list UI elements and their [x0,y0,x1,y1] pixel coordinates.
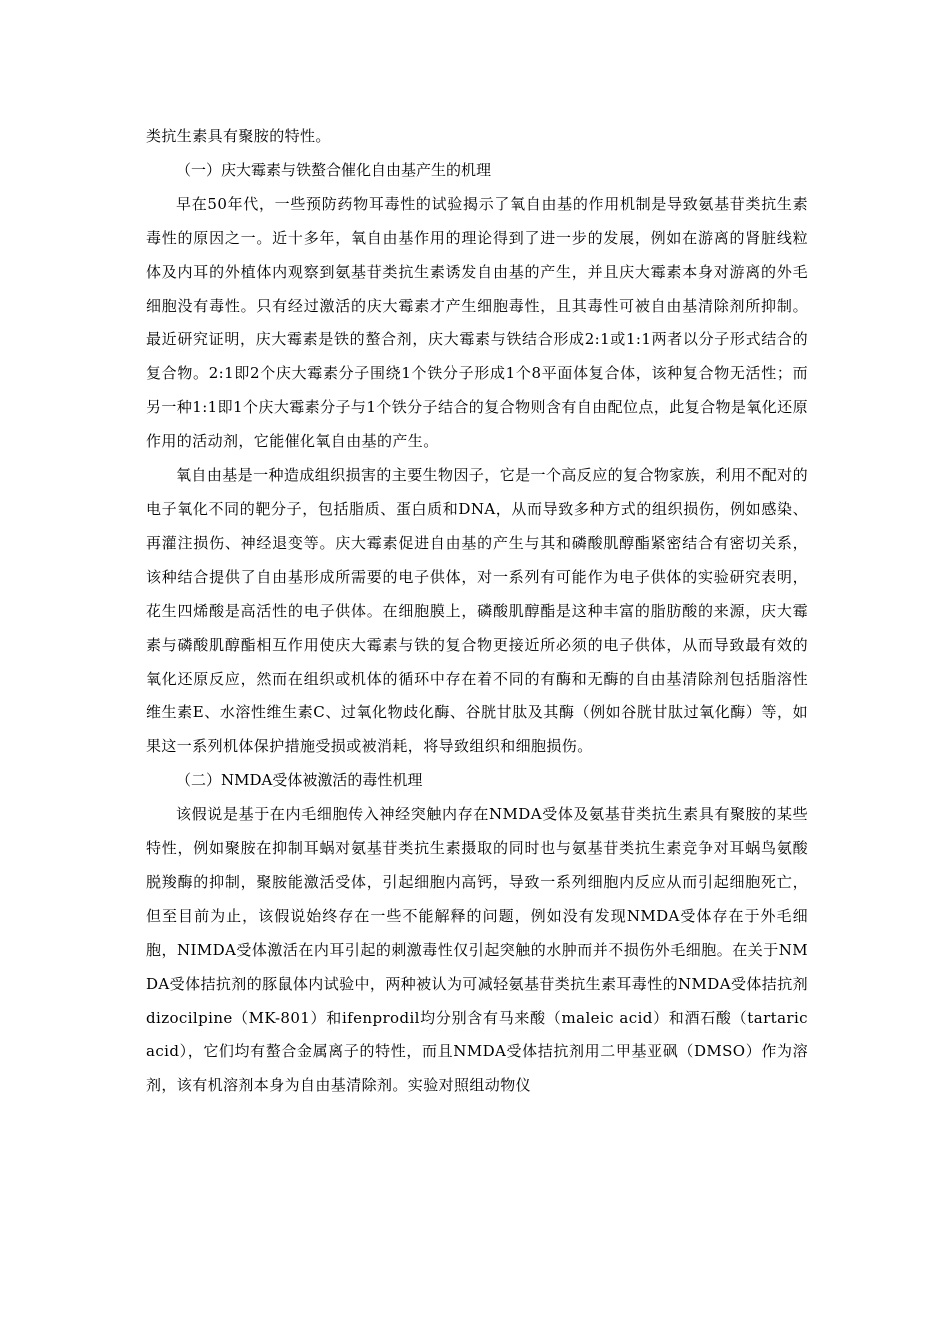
paragraph-nmda-receptor: 该假说是基于在内毛细胞传入神经突触内存在NMDA受体及氨基苷类抗生素具有聚胺的某些特性，例如聚胺在抑制耳蜗对氨基苷类抗生素摄取的同时也与氨基苷类抗生素竞争对耳蜗鸟氨酸脱羧酶的抑制，聚胺能激活受体，引起细胞内高钙，导致一系列细胞内反应从而引起细胞死亡，但至目前为止，该假说始终存在一些不能解释的问题，例如没有发现NMDA受体存在于外毛细胞，NIMDA受体激活在内耳引起的刺激毒性仅引起突触的水肿而并不损伤外毛细胞。在关于NMDA受体拮抗剂的豚鼠体内试验中，两种被认为可减轻氨基苷类抗生素耳毒性的NMDA受体拮抗剂dizocilpine（MK-801）和ifenprodil均分别含有马来酸（maleic acid）和酒石酸（tartaric acid），它们均有螯合金属离子的特性，而且NMDA受体拮抗剂用二甲基亚砜（DMSO）作为溶剂，该有机溶剂本身为自由基清除剂。实验对照组动物仪 [146,805,808,1095]
paragraph-continued: 类抗生素具有聚胺的特性。 [146,127,331,145]
paragraph-gentamicin-iron: 早在50年代，一些预防药物耳毒性的试验揭示了氧自由基的作用机制是导致氨基苷类抗生素毒性的原因之一。近十多年，氧自由基作用的理论得到了进一步的发展，例如在游离的肾脏线粒体及内耳的外植体内观察到氨基苷类抗生素诱发自由基的产生，并且庆大霉素本身对游离的外毛细胞没有毒性。只有经过激活的庆大霉素才产生细胞毒性，且其毒性可被自由基清除剂所抑制。最近研究证明，庆大霉素是铁的螯合剂，庆大霉素与铁结合形成2:1或1:1两者以分子形式结合的复合物。2:1即2个庆大霉素分子围绕1个铁分子形成1个8平面体复合体，该种复合物无活性；而另一种1:1即1个庆大霉素分子与1个铁分子结合的复合物则含有自由配位点，此复合物是氧化还原作用的活动剂，它能催化氧自由基的产生。 [146,194,808,451]
document-body [146,120,808,1103]
section-heading-1: （一）庆大霉素与铁螯合催化自由基产生的机理 [176,160,492,179]
section-heading-2: （二）NMDA受体被激活的毒性机理 [176,771,423,790]
paragraph-oxygen-radicals: 氧自由基是一种造成组织损害的主要生物因子，它是一个高反应的复合物家族，利用不配对的电子氧化不同的靶分子，包括脂质、蛋白质和DNA，从而导致多种方式的组织损伤，例如感染、再灌注损伤、神经退变等。庆大霉素促进自由基的产生与其和磷酸肌醇酯紧密结合有密切关系，该种结合提供了自由基形成所需要的电子供体，对一系列有可能作为电子供体的实验研究表明，花生四烯酸是高活性的电子供体。在细胞膜上，磷酸肌醇酯是这种丰富的脂肪酸的来源，庆大霉素与磷酸肌醇酯相互作用使庆大霉素与铁的复合物更接近所必须的电子供体，从而导致最有效的氧化还原反应，然而在组织或机体的循环中存在着不同的有酶和无酶的自由基清除剂包括脂溶性维生素E、水溶性维生素C、过氧化物歧化酶、谷胱甘肽及其酶（例如谷胱甘肽过氧化酶）等，如果这一系列机体保护措施受损或被消耗，将导致组织和细胞损伤。 [146,466,808,756]
